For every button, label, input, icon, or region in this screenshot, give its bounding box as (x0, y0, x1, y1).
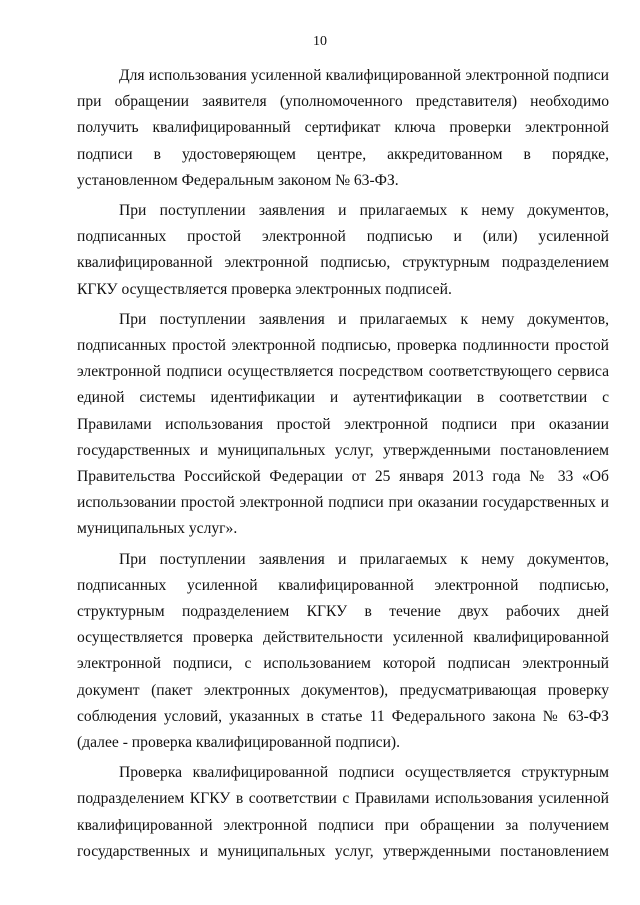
document-body (77, 63, 609, 869)
paragraph-qualified-check: Проверка квалифицированной подписи осуществляется структурным подразделением КГКУ в соответствии с Правилами использования усиленной квалифицированной электронной подписи при обращении за получением государственных и муниципальных услуг, утвержденными постановлением (77, 764, 609, 860)
page-number: 10 (313, 34, 327, 49)
paragraph-qualified-signature: При поступлении заявления и прилагаемых к нему документов, подписанных усиленной квалифицированной электронной подписью, структурным подразделением КГКУ в течение двух рабочих дней осуществляется проверка действительности усиленной квалифицированной электронной подписи, с использованием которой подписан электронный документ (пакет электронных документов), предусматривающая проверку соблюдения условий, указанных в статье 11 Федерального закона № 63-ФЗ (далее - проверка квалифицированной подписи). (77, 550, 609, 752)
paragraph-signature-certificate: Для использования усиленной квалифицированной электронной подписи при обращении заявителя (уполномоченного представителя) необходимо получить квалифицированный сертификат ключа проверки электронной подписи в удостоверяющем центре, аккредитованном в порядке, установленном Федеральным законом № 63-ФЗ. (77, 67, 609, 189)
paragraph-signature-check: При поступлении заявления и прилагаемых к нему документов, подписанных простой электронной подписью и (или) усиленной квалифицированной электронной подписью, структурным подразделением КГКУ осуществляется проверка электронных подписей. (77, 202, 609, 298)
paragraph-simple-signature: При поступлении заявления и прилагаемых к нему документов, подписанных простой электронной подписью, проверка подлинности простой электронной подписи осуществляется посредством соответствующего сервиса единой системы идентификации и аутентификации в соответствии с Правилами использования простой электронной подписи при оказании государственных и муниципальных услуг, утвержденными постановлением Правительства Российской Федерации от 25 января 2013 года № 33 «Об использовании простой электронной подписи при оказании государственных и муниципальных услуг». (77, 310, 609, 538)
